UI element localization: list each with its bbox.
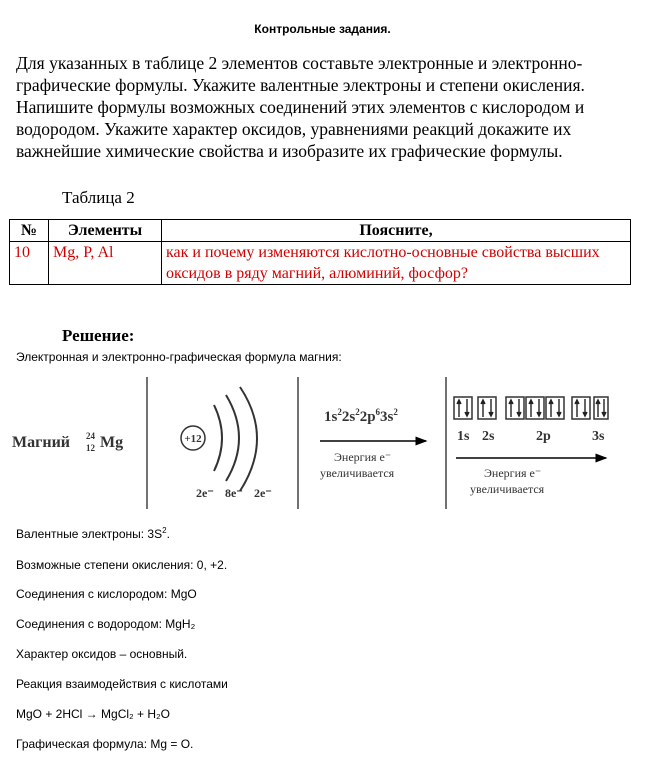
energy-label: Энергия e⁻ [334,450,392,464]
hydrogen-compounds-line: Соединения с водородом: MgH₂ [16,617,196,631]
task-intro-paragraph: Для указанных в таблице 2 элементов составьте электронные и электронно-графические формулы. Укажите валентные электроны и степени окисления. Напишите формулы возможных соединений этих элементов с кислородом и водородом. Укажите характер оксидов, уравнениями реакций докажите их важнейшие химические свойства и изобразите их графические формулы. [16,53,585,161]
energy-label-increase: увеличивается [470,482,545,496]
reaction-title-line: Реакция взаимодействия с кислотами [16,677,228,691]
page-heading: Контрольные задания. [254,22,391,36]
magnesium-electron-diagram [8,375,610,512]
element-symbol: Mg [100,434,124,451]
graphic-formula-line: Графическая формула: Mg = O. [16,737,194,751]
row-number: 10 [10,242,49,285]
table-row [10,242,631,285]
orbital-label-2s: 2s [482,429,495,444]
solution-title: Решение: [62,326,135,345]
orbital-label-1s: 1s [457,429,470,444]
table-caption: Таблица 2 [62,188,135,207]
shell-electrons-1: 2e⁻ [196,486,214,500]
header-number: № [10,220,49,242]
header-explain: Поясните, [162,220,631,242]
electron-configuration: $1s^22s^22p^63s^2$ [324,407,398,425]
task-table [9,219,631,285]
shell-1 [214,405,222,471]
valence-electrons-line: Валентные электроны: $3S^2$. [16,526,170,541]
atomic-number: 12 [86,443,95,453]
reaction-equation-line: MgO + 2HCl → MgCl₂ + H₂O [16,707,171,721]
oxide-character-line: Характер оксидов – основный. [16,647,188,661]
table-header-row [10,220,631,242]
nucleus-charge: +12 [184,433,202,445]
shell-3 [240,387,257,491]
energy-label: Энергия e⁻ [484,466,542,480]
shell-electrons-3: 2e⁻ [254,486,272,500]
header-elements: Элементы [49,220,162,242]
element-label: Магний [12,434,71,451]
solution-subtitle: Электронная и электронно-графическая формула магния: [16,350,342,364]
oxygen-compounds-line: Соединения с кислородом: MgO [16,587,197,601]
shell-2 [226,395,239,481]
row-elements: Mg, P, Al [49,242,162,285]
energy-label-increase: увеличивается [320,466,395,480]
shell-electrons-2: 8e⁻ [225,486,243,500]
electron-arrows [457,399,606,417]
orbital-label-3s: 3s [592,429,605,444]
mass-number: 24 [86,431,95,441]
orbital-label-2p: 2p [536,429,551,444]
row-explain: как и почему изменяются кислотно-основные свойства высших оксидов в ряду магний, алюминий, фосфор? [162,242,631,285]
oxidation-states-line: Возможные степени окисления: 0, +2. [16,558,228,572]
